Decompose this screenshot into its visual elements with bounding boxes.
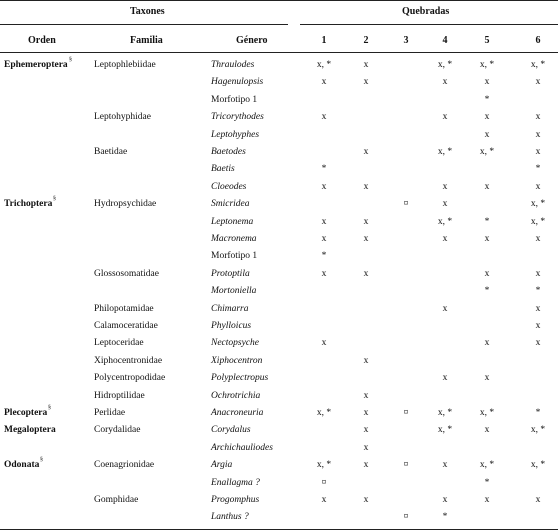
header-q2: 2 — [363, 35, 369, 46]
orden-cell: Ephemeroptera — [4, 60, 68, 70]
quebrada-1-mark: x — [321, 112, 327, 122]
group-rule-taxones — [0, 24, 288, 25]
quebrada-2-mark: x — [363, 147, 369, 157]
genero-cell: Protoptila — [211, 269, 250, 279]
header-q3: 3 — [403, 35, 409, 46]
quebrada-6-mark: x, * — [530, 199, 546, 209]
genero-cell: Ochrotrichia — [211, 391, 261, 401]
quebrada-5-mark: * — [484, 286, 490, 296]
quebrada-5-mark: x — [484, 77, 490, 87]
quebrada-2-mark: x — [363, 60, 369, 70]
orden-cell: Odonata — [4, 460, 40, 470]
quebrada-5-mark: x, * — [479, 147, 495, 157]
familia-cell: Glossosomatidae — [94, 269, 159, 279]
quebrada-5-mark: x — [484, 373, 490, 383]
genero-cell: Anacroneuria — [211, 408, 264, 418]
quebrada-4-mark: x, * — [437, 408, 453, 418]
genero-cell: Morfotipo 1 — [211, 95, 258, 105]
quebrada-6-mark: x — [535, 130, 541, 140]
quebrada-1-mark: x — [321, 217, 327, 227]
quebrada-2-mark: x — [363, 495, 369, 505]
header-taxones: Taxones — [130, 6, 165, 17]
orden-cell: Plecoptera — [4, 408, 48, 418]
quebrada-2-mark: x — [363, 77, 369, 87]
quebrada-3-mark: ¤ — [403, 512, 409, 522]
familia-cell: Calamoceratidae — [94, 321, 158, 331]
quebrada-6-mark: * — [535, 286, 541, 296]
familia-cell: Corydalidae — [94, 425, 141, 435]
genero-cell: Thraulodes — [211, 60, 255, 70]
familia-cell: Gomphidae — [94, 495, 139, 505]
quebrada-6-mark: x, * — [530, 425, 546, 435]
genero-cell: Baetodes — [211, 147, 246, 157]
orden-cell: Megaloptera — [4, 425, 56, 435]
quebrada-2-mark: x — [363, 391, 369, 401]
quebrada-1-mark: x — [321, 234, 327, 244]
quebrada-5-mark: x — [484, 130, 490, 140]
quebrada-5-mark: x — [484, 338, 490, 348]
familia-cell: Xiphocentronidae — [94, 356, 163, 366]
quebrada-5-mark: x, * — [479, 460, 495, 470]
quebrada-2-mark: x — [363, 460, 369, 470]
header-familia: Familia — [130, 35, 163, 46]
familia-cell: Philopotamidae — [94, 304, 154, 314]
quebrada-1-mark: x, * — [316, 60, 332, 70]
quebrada-1-mark: x — [321, 77, 327, 87]
quebrada-6-mark: x — [535, 112, 541, 122]
header-quebradas: Quebradas — [402, 6, 450, 17]
quebrada-5-mark: x, * — [479, 408, 495, 418]
quebrada-1-mark: x — [321, 495, 327, 505]
quebrada-5-mark: x — [484, 112, 490, 122]
quebrada-2-mark: x — [363, 356, 369, 366]
genero-cell: Archichauliodes — [211, 443, 273, 453]
quebrada-5-mark: x — [484, 269, 490, 279]
quebrada-4-mark: x, * — [437, 217, 453, 227]
quebrada-5-mark: x — [484, 495, 490, 505]
quebrada-1-mark: * — [321, 164, 327, 174]
quebrada-1-mark: x, * — [316, 460, 332, 470]
familia-cell: Hidroptilidae — [94, 391, 145, 401]
genero-cell: Enallagma ? — [211, 478, 260, 488]
genero-cell: Nectopsyche — [211, 338, 260, 348]
quebrada-4-mark: x, * — [437, 60, 453, 70]
quebrada-6-mark: x — [535, 269, 541, 279]
quebrada-6-mark: x — [535, 321, 541, 331]
familia-cell: Baetidae — [94, 147, 128, 157]
quebrada-3-mark: ¤ — [403, 408, 409, 418]
quebrada-4-mark: x, * — [437, 147, 453, 157]
quebrada-6-mark: x — [535, 77, 541, 87]
quebrada-3-mark: ¤ — [403, 199, 409, 209]
quebrada-1-mark: ¤ — [321, 478, 327, 488]
header-orden: Orden — [28, 35, 56, 46]
quebrada-4-mark: x — [442, 373, 448, 383]
genero-cell: Mortoniella — [211, 286, 257, 296]
quebrada-4-mark: x — [442, 460, 448, 470]
quebrada-4-mark: x — [442, 234, 448, 244]
quebrada-4-mark: x, * — [437, 425, 453, 435]
quebrada-2-mark: x — [363, 408, 369, 418]
familia-cell: Coenagrionidae — [94, 460, 155, 470]
genero-cell: Leptonema — [211, 217, 254, 227]
genero-cell: Leptohyphes — [211, 130, 260, 140]
quebrada-2-mark: x — [363, 182, 369, 192]
quebrada-2-mark: x — [363, 425, 369, 435]
quebrada-6-mark: x — [535, 234, 541, 244]
genero-cell: Xiphocentron — [211, 356, 263, 366]
familia-cell: Leptophlebiidae — [94, 60, 156, 70]
header-genero: Género — [236, 35, 268, 46]
quebrada-5-mark: x — [484, 234, 490, 244]
quebrada-4-mark: x — [442, 495, 448, 505]
header-q6: 6 — [535, 35, 541, 46]
genero-cell: Macronema — [211, 234, 257, 244]
familia-cell: Hydropsychidae — [94, 199, 157, 209]
header-q4: 4 — [442, 35, 448, 46]
genero-cell: Argia — [211, 460, 233, 470]
familia-cell: Leptoceridae — [94, 338, 144, 348]
familia-cell: Polycentropodidae — [94, 373, 166, 383]
quebrada-6-mark: x — [535, 182, 541, 192]
familia-cell: Leptohyphidae — [94, 112, 151, 122]
genero-cell: Hagenulopsis — [211, 77, 264, 87]
genero-cell: Baetis — [211, 164, 235, 174]
quebrada-6-mark: x — [535, 147, 541, 157]
quebrada-2-mark: x — [363, 443, 369, 453]
quebrada-5-mark: x, * — [479, 60, 495, 70]
genero-cell: Corydalus — [211, 425, 251, 435]
orden-cell: Trichoptera — [4, 199, 53, 209]
quebrada-1-mark: * — [321, 251, 327, 261]
genero-cell: Smicridea — [211, 199, 250, 209]
top-rule — [0, 0, 558, 1]
genero-cell: Progomphus — [211, 495, 260, 505]
quebrada-2-mark: x — [363, 269, 369, 279]
quebrada-3-mark: ¤ — [403, 460, 409, 470]
quebrada-6-mark: x — [535, 495, 541, 505]
genero-cell: Polyplectropus — [211, 373, 269, 383]
genero-cell: Morfotipo 1 — [211, 251, 258, 261]
quebrada-5-mark: x — [484, 182, 490, 192]
group-rule-quebradas — [300, 24, 558, 25]
quebrada-1-mark: x, * — [316, 408, 332, 418]
genero-cell: Phylloicus — [211, 321, 252, 331]
header-q5: 5 — [484, 35, 490, 46]
quebrada-2-mark: x — [363, 217, 369, 227]
quebrada-6-mark: x — [535, 338, 541, 348]
quebrada-4-mark: x — [442, 304, 448, 314]
quebrada-6-mark: x, * — [530, 217, 546, 227]
genero-cell: Tricorythodes — [211, 112, 264, 122]
genero-cell: Cloeodes — [211, 182, 247, 192]
quebrada-4-mark: x — [442, 199, 448, 209]
quebrada-5-mark: * — [484, 217, 490, 227]
quebrada-4-mark: x — [442, 77, 448, 87]
quebrada-6-mark: * — [535, 408, 541, 418]
quebrada-6-mark: x, * — [530, 460, 546, 470]
header-rule — [0, 52, 558, 53]
header-q1: 1 — [321, 35, 327, 46]
genero-cell: Chimarra — [211, 304, 249, 314]
quebrada-6-mark: * — [535, 164, 541, 174]
quebrada-6-mark: x — [535, 304, 541, 314]
quebrada-1-mark: x — [321, 338, 327, 348]
quebrada-4-mark: x — [442, 112, 448, 122]
bottom-rule — [0, 529, 558, 530]
quebrada-6-mark: x, * — [530, 60, 546, 70]
quebrada-4-mark: x — [442, 182, 448, 192]
quebrada-5-mark: * — [484, 95, 490, 105]
familia-cell: Perlidae — [94, 408, 126, 418]
quebrada-4-mark: * — [442, 512, 448, 522]
quebrada-5-mark: * — [484, 478, 490, 488]
genero-cell: Lanthus ? — [211, 512, 249, 522]
quebrada-2-mark: x — [363, 234, 369, 244]
quebrada-1-mark: x — [321, 269, 327, 279]
quebrada-1-mark: x — [321, 182, 327, 192]
quebrada-5-mark: x — [484, 425, 490, 435]
